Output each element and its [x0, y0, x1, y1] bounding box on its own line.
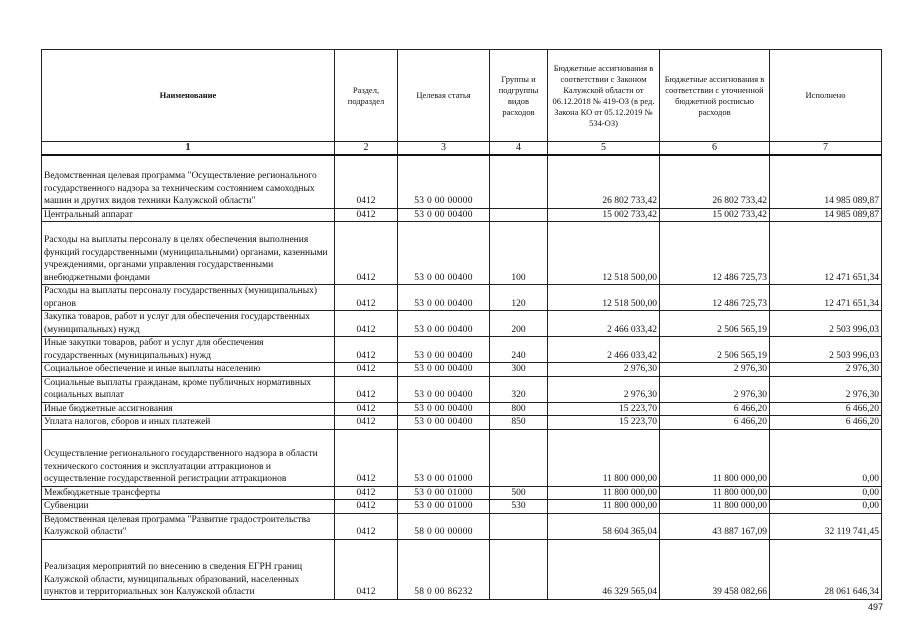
row-target-article: 53 0 00 01000	[398, 429, 490, 486]
row-executed: 0,00	[770, 486, 882, 500]
row-executed: 2 503 996,03	[770, 311, 882, 337]
header-law-allocations: Бюджетные ассигнования в соответствии с Законом Калужской области от 06.12.2018 № 419-ОЗ (в ред. Закона КО от 05.12.2019 № 534-ОЗ)	[548, 50, 660, 142]
row-name: Социальное обеспечение и иные выплаты населению	[42, 363, 335, 377]
row-section: 0412	[335, 416, 398, 430]
row-target-article: 53 0 00 00400	[398, 222, 490, 285]
row-section: 0412	[335, 285, 398, 311]
header-row	[42, 50, 882, 142]
row-section: 0412	[335, 539, 398, 599]
row-target-article: 58 0 00 00000	[398, 513, 490, 539]
row-expense-group: 850	[490, 416, 548, 430]
table-row	[42, 500, 882, 514]
row-refined-allocation: 26 802 733,42	[660, 155, 770, 208]
column-number: 3	[398, 142, 490, 156]
row-section: 0412	[335, 500, 398, 514]
row-expense-group: 240	[490, 337, 548, 363]
row-section: 0412	[335, 376, 398, 402]
row-target-article: 53 0 00 01000	[398, 486, 490, 500]
header-expense-groups: Группы и подгруппы видов расходов	[490, 50, 548, 142]
table-row	[42, 155, 882, 208]
header-target-article: Целевая статья	[398, 50, 490, 142]
row-target-article: 53 0 00 00400	[398, 311, 490, 337]
table-row	[42, 376, 882, 402]
row-target-article: 53 0 00 00400	[398, 402, 490, 416]
row-target-article: 53 0 00 00400	[398, 337, 490, 363]
row-law-allocation: 15 002 733,42	[548, 208, 660, 222]
row-target-article: 53 0 00 00000	[398, 155, 490, 208]
row-executed: 14 985 089,87	[770, 208, 882, 222]
row-executed: 12 471 651,34	[770, 285, 882, 311]
row-name: Уплата налогов, сборов и иных платежей	[42, 416, 335, 430]
row-law-allocation: 26 802 733,42	[548, 155, 660, 208]
row-target-article: 53 0 00 00400	[398, 285, 490, 311]
page-number: 497	[868, 602, 884, 612]
table-row	[42, 513, 882, 539]
row-refined-allocation: 15 002 733,42	[660, 208, 770, 222]
row-refined-allocation: 6 466,20	[660, 402, 770, 416]
row-expense-group	[490, 513, 548, 539]
row-name: Осуществление регионального государственного надзора в области технического состояния и эксплуатации аттракционов и осуществление государственной регистрации аттракционов	[42, 429, 335, 486]
row-executed: 0,00	[770, 500, 882, 514]
row-law-allocation: 11 800 000,00	[548, 500, 660, 514]
table-row	[42, 416, 882, 430]
row-name: Центральный аппарат	[42, 208, 335, 222]
row-expense-group	[490, 539, 548, 599]
table-row	[42, 429, 882, 486]
row-expense-group: 800	[490, 402, 548, 416]
row-refined-allocation: 2 506 565,19	[660, 337, 770, 363]
header-executed: Исполнено	[770, 50, 882, 142]
row-section: 0412	[335, 486, 398, 500]
row-section: 0412	[335, 155, 398, 208]
row-expense-group	[490, 429, 548, 486]
header-name: Наименование	[42, 50, 335, 142]
row-name: Субвенции	[42, 500, 335, 514]
row-executed: 2 976,30	[770, 363, 882, 377]
row-refined-allocation: 11 800 000,00	[660, 486, 770, 500]
row-target-article: 53 0 00 00400	[398, 208, 490, 222]
table-row	[42, 402, 882, 416]
row-expense-group: 530	[490, 500, 548, 514]
row-section: 0412	[335, 429, 398, 486]
row-section: 0412	[335, 513, 398, 539]
row-law-allocation: 11 800 000,00	[548, 429, 660, 486]
row-expense-group	[490, 208, 548, 222]
row-law-allocation: 11 800 000,00	[548, 486, 660, 500]
table-row	[42, 208, 882, 222]
row-target-article: 53 0 00 00400	[398, 363, 490, 377]
row-refined-allocation: 11 800 000,00	[660, 429, 770, 486]
row-section: 0412	[335, 311, 398, 337]
row-name: Ведомственная целевая программа "Развитие градостроительства Калужской области"	[42, 513, 335, 539]
row-section: 0412	[335, 402, 398, 416]
row-section: 0412	[335, 363, 398, 377]
row-refined-allocation: 2 506 565,19	[660, 311, 770, 337]
row-name: Межбюджетные трансферты	[42, 486, 335, 500]
table-row	[42, 222, 882, 285]
column-number: 4	[490, 142, 548, 156]
row-executed: 12 471 651,34	[770, 222, 882, 285]
column-number-row	[42, 142, 882, 156]
table-row	[42, 363, 882, 377]
row-expense-group: 120	[490, 285, 548, 311]
row-law-allocation: 46 329 565,04	[548, 539, 660, 599]
row-refined-allocation: 11 800 000,00	[660, 500, 770, 514]
row-name: Социальные выплаты гражданам, кроме публичных нормативных социальных выплат	[42, 376, 335, 402]
row-executed: 2 976,30	[770, 376, 882, 402]
row-name: Закупка товаров, работ и услуг для обеспечения государственных (муниципальных) нужд	[42, 311, 335, 337]
budget-table	[41, 49, 882, 600]
row-law-allocation: 15 223,70	[548, 416, 660, 430]
row-refined-allocation: 39 458 082,66	[660, 539, 770, 599]
row-name: Расходы на выплаты персоналу в целях обеспечения выполнения функций государственными (муниципальными) органами, казенными учреждениями, органами управления государственными внебюджетными фондами	[42, 222, 335, 285]
column-number: 1	[42, 142, 335, 156]
row-expense-group: 500	[490, 486, 548, 500]
row-law-allocation: 58 604 365,04	[548, 513, 660, 539]
header-section: Раздел, подраздел	[335, 50, 398, 142]
row-name: Ведомственная целевая программа "Осуществление регионального государственного надзора за техническим состоянием самоходных машин и других видов техники Калужской области"	[42, 155, 335, 208]
column-number: 5	[548, 142, 660, 156]
row-law-allocation: 2 466 033,42	[548, 311, 660, 337]
row-expense-group: 320	[490, 376, 548, 402]
row-target-article: 53 0 00 00400	[398, 416, 490, 430]
row-executed: 6 466,20	[770, 416, 882, 430]
row-section: 0412	[335, 222, 398, 285]
table-row	[42, 337, 882, 363]
row-target-article: 53 0 00 01000	[398, 500, 490, 514]
row-section: 0412	[335, 337, 398, 363]
table-row	[42, 486, 882, 500]
table-row	[42, 285, 882, 311]
row-expense-group	[490, 155, 548, 208]
row-law-allocation: 15 223,70	[548, 402, 660, 416]
row-target-article: 53 0 00 00400	[398, 376, 490, 402]
column-number: 6	[660, 142, 770, 156]
column-number: 2	[335, 142, 398, 156]
header-refined-allocations: Бюджетные ассигнования в соответствии с уточненной бюджетной росписью расходов	[660, 50, 770, 142]
table-row	[42, 311, 882, 337]
row-name: Реализация мероприятий по внесению в сведения ЕГРН границ Калужской области, муниципальных образований, населенных пунктов и территориальных зон Калужской области	[42, 539, 335, 599]
row-law-allocation: 2 976,30	[548, 363, 660, 377]
column-number: 7	[770, 142, 882, 156]
row-refined-allocation: 12 486 725,73	[660, 285, 770, 311]
row-refined-allocation: 6 466,20	[660, 416, 770, 430]
row-executed: 32 119 741,45	[770, 513, 882, 539]
row-law-allocation: 12 518 500,00	[548, 285, 660, 311]
row-executed: 6 466,20	[770, 402, 882, 416]
row-section: 0412	[335, 208, 398, 222]
row-expense-group: 200	[490, 311, 548, 337]
row-refined-allocation: 2 976,30	[660, 363, 770, 377]
row-executed: 28 061 646,34	[770, 539, 882, 599]
row-expense-group: 100	[490, 222, 548, 285]
row-name: Иные бюджетные ассигнования	[42, 402, 335, 416]
row-law-allocation: 12 518 500,00	[548, 222, 660, 285]
row-executed: 14 985 089,87	[770, 155, 882, 208]
row-refined-allocation: 2 976,30	[660, 376, 770, 402]
row-executed: 0,00	[770, 429, 882, 486]
row-target-article: 58 0 00 86232	[398, 539, 490, 599]
row-refined-allocation: 12 486 725,73	[660, 222, 770, 285]
row-name: Расходы на выплаты персоналу государственных (муниципальных) органов	[42, 285, 335, 311]
row-law-allocation: 2 466 033,42	[548, 337, 660, 363]
row-expense-group: 300	[490, 363, 548, 377]
row-law-allocation: 2 976,30	[548, 376, 660, 402]
row-refined-allocation: 43 887 167,09	[660, 513, 770, 539]
row-name: Иные закупки товаров, работ и услуг для обеспечения государственных (муниципальных) нужд	[42, 337, 335, 363]
table-row	[42, 539, 882, 599]
row-executed: 2 503 996,03	[770, 337, 882, 363]
